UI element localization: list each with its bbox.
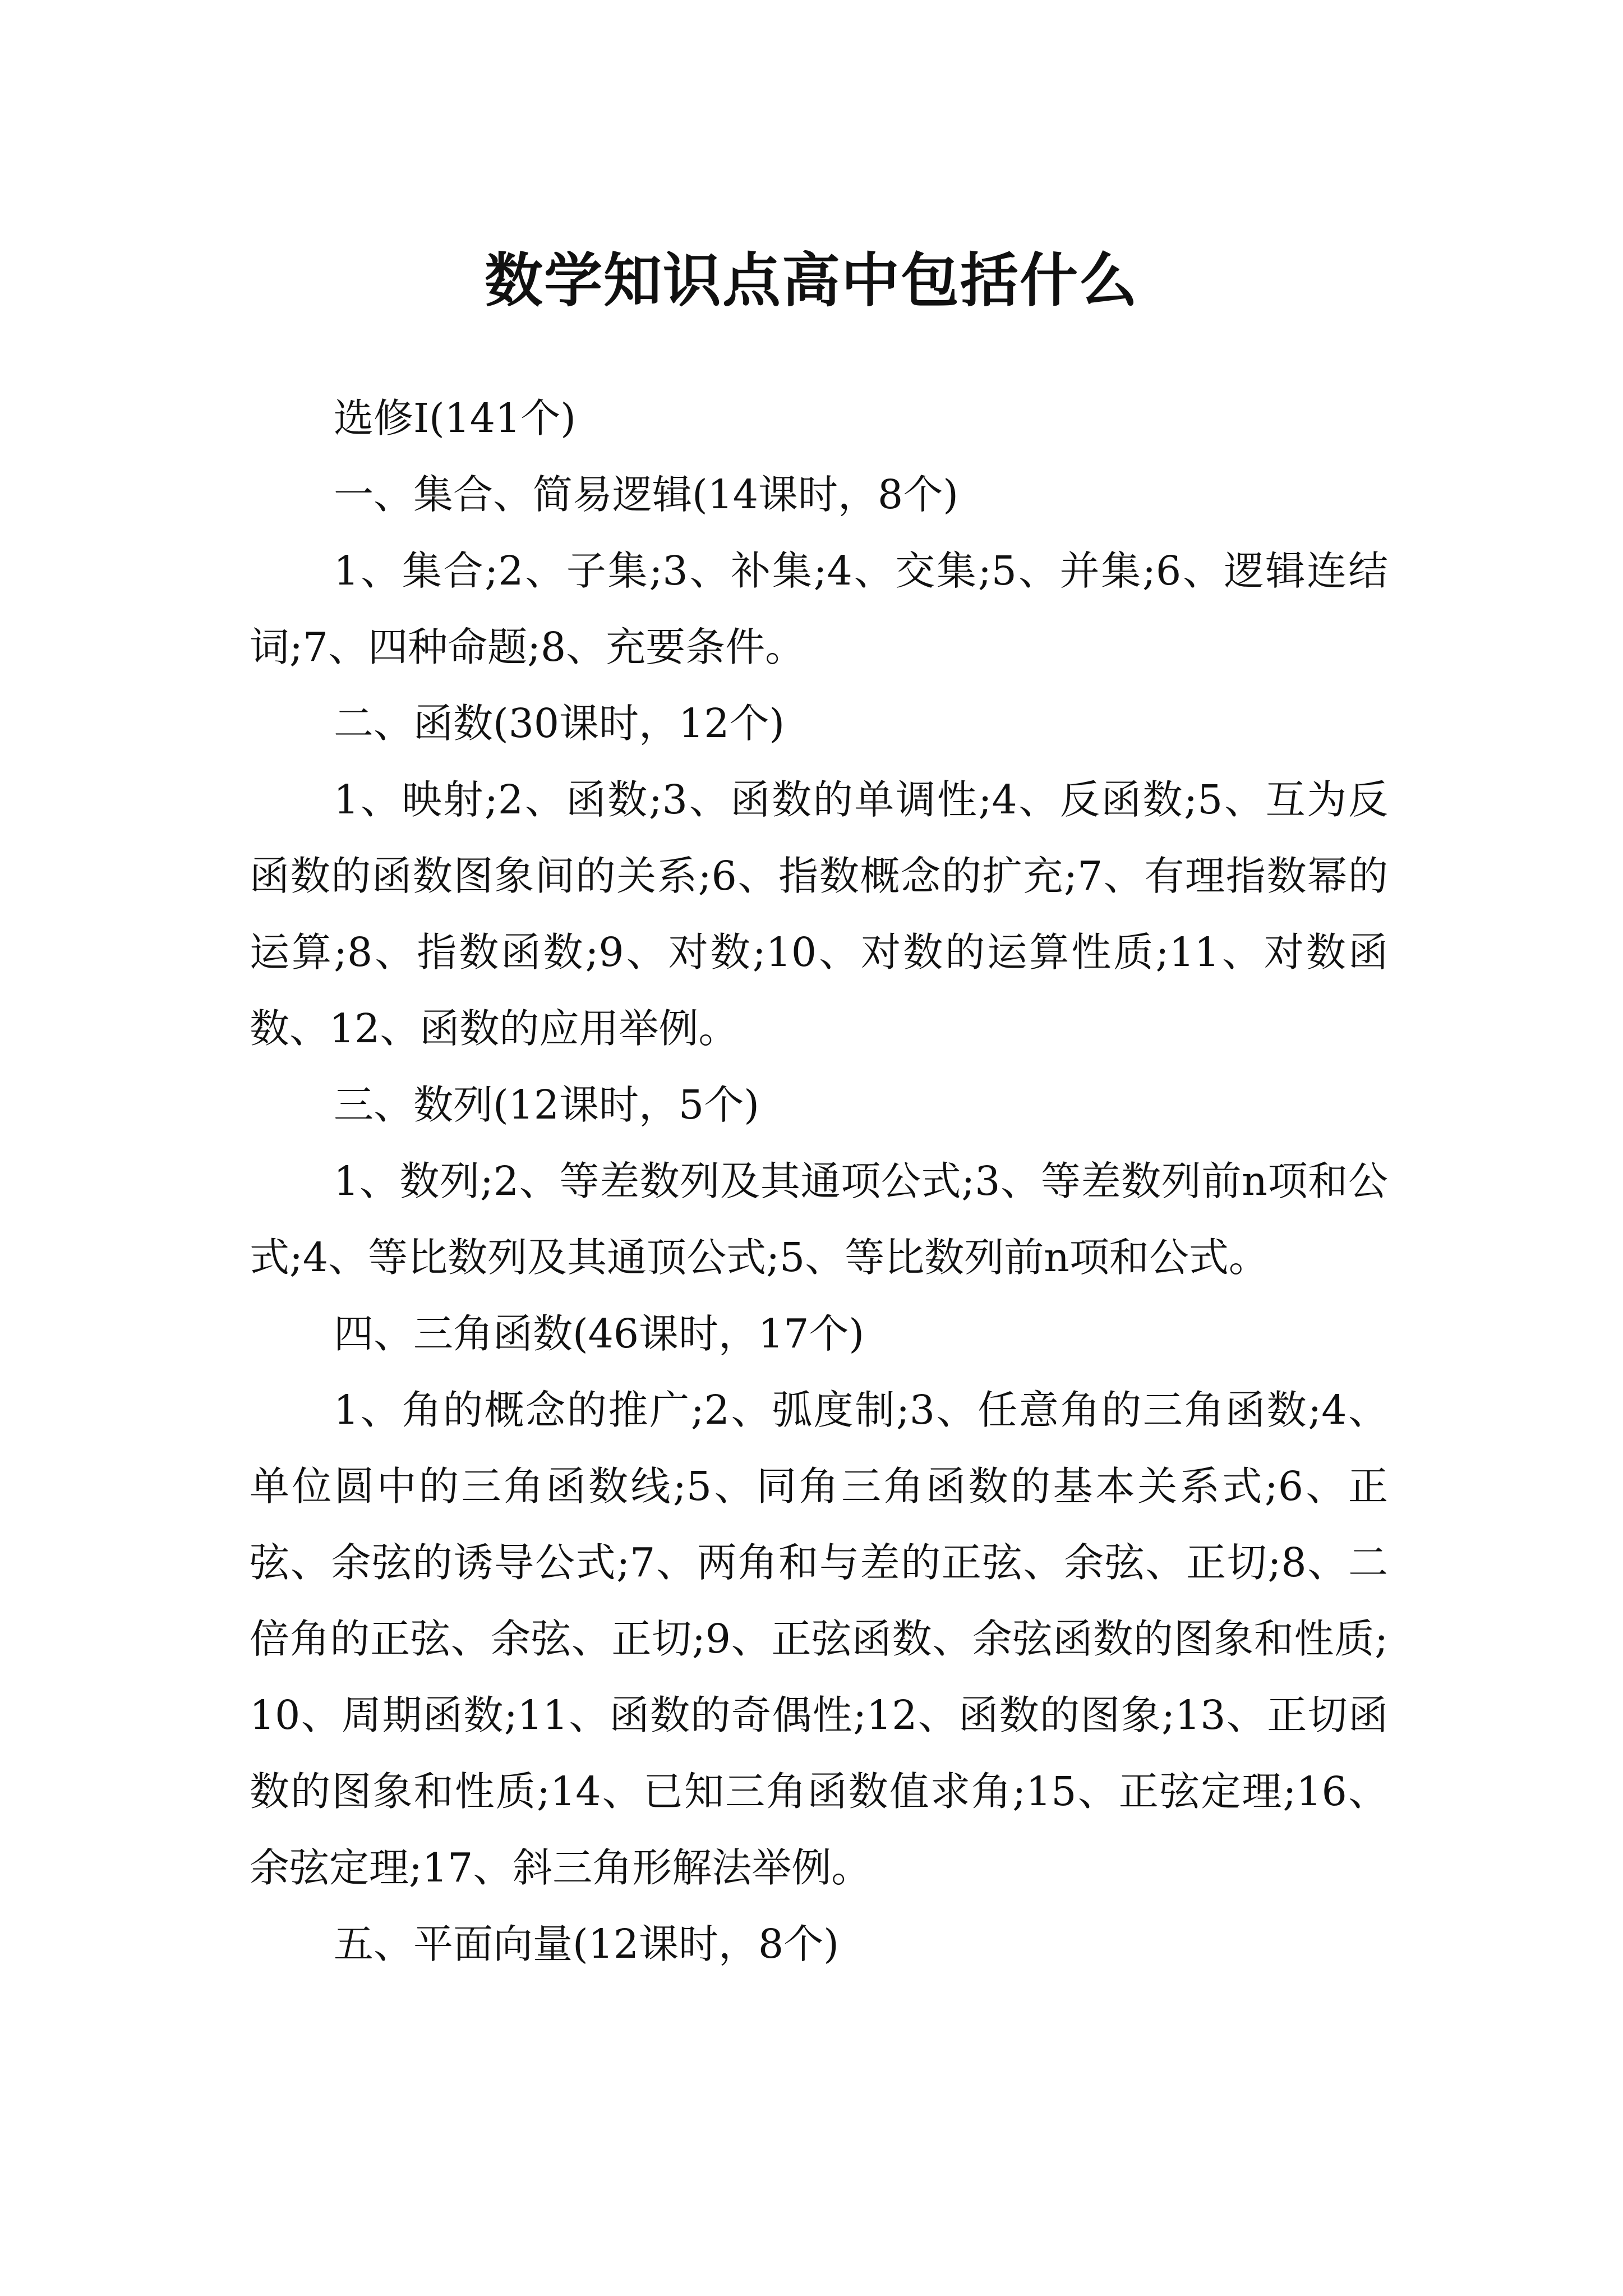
section-heading-sequences: 三、数列(12课时，5个) [334, 1082, 759, 1128]
paragraph-functions-items: 1、映射;2、函数;3、函数的单调性;4、反函数;5、互为反函数的函数图象间的关系;6、指数概念的扩充;7、有理指数幂的运算;8、指数函数;9、对数;10、对数的运算性质;11、对数函数、12、函数的应用举例。 [250, 776, 1388, 1052]
page-title: 数学知识点高中包括什么 [484, 246, 1138, 315]
paragraph-trigonometry-items: 1、角的概念的推广;2、弧度制;3、任意角的三角函数;4、单位圆中的三角函数线;5、同角三角函数的基本关系式;6、正弦、余弦的诱导公式;7、两角和与差的正弦、余弦、正切;8、二倍角的正弦、余弦、正切;9、正弦函数、余弦函数的图象和性质;10、周期函数;11、函数的奇偶性;12、函数的图象;13、正切函数的图象和性质;14、已知三角函数值求角;15、正弦定理;16、余弦定理;17、斜三角形解法举例。 [250, 1387, 1388, 1891]
paragraph-sequences-items: 1、数列;2、等差数列及其通项公式;3、等差数列前n项和公式;4、等比数列及其通顶公式;5、等比数列前n项和公式。 [250, 1158, 1388, 1281]
section-heading-sets-logic: 一、集合、简易逻辑(14课时，8个) [334, 471, 958, 518]
section-heading-functions: 二、函数(30课时，12个) [334, 700, 785, 747]
paragraph-sets-logic-items: 1、集合;2、子集;3、补集;4、交集;5、并集;6、逻辑连结词;7、四种命题;8、充要条件。 [250, 547, 1388, 670]
section-heading-plane-vectors: 五、平面向量(12课时，8个) [334, 1921, 839, 1967]
document-body [250, 380, 1388, 1982]
paragraph-elective-heading: 选修Ⅰ(141个) [334, 395, 576, 441]
section-heading-trigonometry: 四、三角函数(46课时，17个) [334, 1310, 865, 1357]
